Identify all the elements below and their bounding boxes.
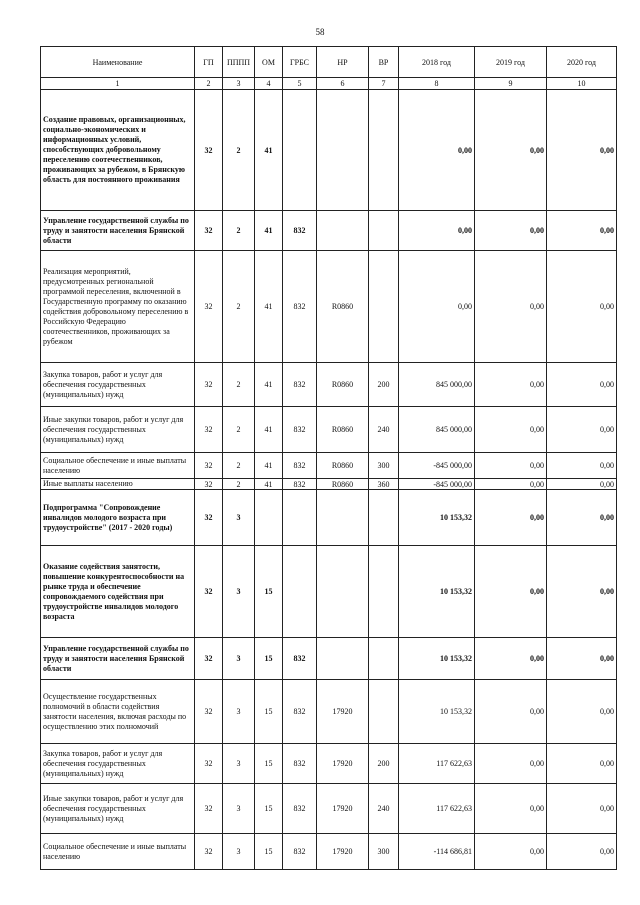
cell-vr xyxy=(369,680,399,744)
cell-vr: 200 xyxy=(369,363,399,407)
cell-vr xyxy=(369,90,399,211)
header-grbs: ГРБС xyxy=(283,47,317,78)
cell-om: 41 xyxy=(255,90,283,211)
cell-pppp: 2 xyxy=(223,363,255,407)
cell-nr: 17920 xyxy=(317,784,369,834)
cell-vr: 300 xyxy=(369,453,399,479)
row-name: Социальное обеспечение и иные выплаты населению xyxy=(41,834,195,870)
cell-2020: 0,00 xyxy=(547,251,617,363)
header-row xyxy=(41,47,617,78)
cell-2019: 0,00 xyxy=(475,490,547,546)
cell-grbs: 832 xyxy=(283,638,317,680)
cell-nr: R0860 xyxy=(317,453,369,479)
header-2020: 2020 год xyxy=(547,47,617,78)
cell-pppp: 2 xyxy=(223,407,255,453)
row-name: Закупка товаров, работ и услуг для обеспечения государственных (муниципальных) нужд xyxy=(41,744,195,784)
header-vr: ВР xyxy=(369,47,399,78)
cell-grbs: 832 xyxy=(283,363,317,407)
cell-2018: 10 153,32 xyxy=(399,680,475,744)
table-row xyxy=(41,834,617,870)
header-name: Наименование xyxy=(41,47,195,78)
cell-gp: 32 xyxy=(195,680,223,744)
cell-2018: 0,00 xyxy=(399,90,475,211)
cell-om: 15 xyxy=(255,784,283,834)
cell-nr: R0860 xyxy=(317,363,369,407)
header-2019: 2019 год xyxy=(475,47,547,78)
cell-om: 41 xyxy=(255,479,283,490)
cell-grbs xyxy=(283,490,317,546)
table-row xyxy=(41,90,617,211)
cell-gp: 32 xyxy=(195,211,223,251)
cell-2019: 0,00 xyxy=(475,638,547,680)
cell-2019: 0,00 xyxy=(475,251,547,363)
cell-2019: 0,00 xyxy=(475,211,547,251)
column-number: 1 xyxy=(41,78,195,90)
cell-nr xyxy=(317,638,369,680)
cell-2020: 0,00 xyxy=(547,638,617,680)
table-row xyxy=(41,784,617,834)
cell-gp: 32 xyxy=(195,784,223,834)
cell-om: 41 xyxy=(255,407,283,453)
table-row xyxy=(41,546,617,638)
cell-gp: 32 xyxy=(195,251,223,363)
cell-2020: 0,00 xyxy=(547,680,617,744)
row-name: Иные закупки товаров, работ и услуг для обеспечения государственных (муниципальных) нужд xyxy=(41,784,195,834)
cell-2020: 0,00 xyxy=(547,834,617,870)
cell-nr: R0860 xyxy=(317,479,369,490)
column-number: 8 xyxy=(399,78,475,90)
cell-2020: 0,00 xyxy=(547,744,617,784)
header-nr: НР xyxy=(317,47,369,78)
cell-om: 41 xyxy=(255,251,283,363)
column-number: 5 xyxy=(283,78,317,90)
budget-table xyxy=(40,46,617,870)
cell-pppp: 2 xyxy=(223,453,255,479)
cell-vr: 300 xyxy=(369,834,399,870)
header-gp: ГП xyxy=(195,47,223,78)
cell-gp: 32 xyxy=(195,546,223,638)
cell-2018: -845 000,00 xyxy=(399,453,475,479)
cell-nr: 17920 xyxy=(317,744,369,784)
cell-vr xyxy=(369,211,399,251)
column-number: 4 xyxy=(255,78,283,90)
cell-gp: 32 xyxy=(195,90,223,211)
cell-nr: R0860 xyxy=(317,251,369,363)
cell-grbs: 832 xyxy=(283,834,317,870)
cell-grbs: 832 xyxy=(283,453,317,479)
table-row xyxy=(41,251,617,363)
cell-nr: R0860 xyxy=(317,407,369,453)
cell-grbs: 832 xyxy=(283,211,317,251)
cell-2019: 0,00 xyxy=(475,680,547,744)
cell-grbs: 832 xyxy=(283,784,317,834)
header-2018: 2018 год xyxy=(399,47,475,78)
cell-2019: 0,00 xyxy=(475,453,547,479)
cell-nr: 17920 xyxy=(317,680,369,744)
cell-2020: 0,00 xyxy=(547,453,617,479)
cell-vr: 360 xyxy=(369,479,399,490)
cell-gp: 32 xyxy=(195,490,223,546)
cell-nr xyxy=(317,90,369,211)
row-name: Осуществление государственных полномочий в области содействия занятости населения, включая расходы по осуществлению этих полномочий xyxy=(41,680,195,744)
cell-pppp: 3 xyxy=(223,834,255,870)
cell-2018: 845 000,00 xyxy=(399,363,475,407)
cell-2019: 0,00 xyxy=(475,479,547,490)
row-name: Создание правовых, организационных, социально-экономических и информационных условий, способствующих добровольному переселению соотечественников, проживающих за рубежом, в Брянскую область для постоянного проживания xyxy=(41,90,195,211)
cell-om xyxy=(255,490,283,546)
cell-pppp: 3 xyxy=(223,784,255,834)
cell-2018: -845 000,00 xyxy=(399,479,475,490)
cell-2018: 845 000,00 xyxy=(399,407,475,453)
cell-vr: 240 xyxy=(369,784,399,834)
table-row xyxy=(41,453,617,479)
cell-grbs: 832 xyxy=(283,744,317,784)
cell-nr xyxy=(317,546,369,638)
cell-pppp: 2 xyxy=(223,211,255,251)
cell-2018: 10 153,32 xyxy=(399,546,475,638)
cell-pppp: 2 xyxy=(223,90,255,211)
cell-gp: 32 xyxy=(195,479,223,490)
row-name: Оказание содействия занятости, повышение конкурентоспособности на рынке труда и обеспечение сопровождаемого содействия при трудоустройстве инвалидов молодого возраста xyxy=(41,546,195,638)
table-row xyxy=(41,407,617,453)
cell-om: 15 xyxy=(255,744,283,784)
cell-2018: 0,00 xyxy=(399,211,475,251)
cell-vr: 200 xyxy=(369,744,399,784)
cell-pppp: 3 xyxy=(223,680,255,744)
cell-nr xyxy=(317,490,369,546)
cell-vr xyxy=(369,490,399,546)
cell-2020: 0,00 xyxy=(547,784,617,834)
row-name: Социальное обеспечение и иные выплаты населению xyxy=(41,453,195,479)
cell-om: 15 xyxy=(255,834,283,870)
table-row xyxy=(41,744,617,784)
column-number: 10 xyxy=(547,78,617,90)
cell-2020: 0,00 xyxy=(547,407,617,453)
table-row xyxy=(41,479,617,490)
cell-2018: 117 622,63 xyxy=(399,784,475,834)
cell-2019: 0,00 xyxy=(475,90,547,211)
column-number: 2 xyxy=(195,78,223,90)
cell-2018: 10 153,32 xyxy=(399,490,475,546)
cell-2019: 0,00 xyxy=(475,744,547,784)
cell-vr: 240 xyxy=(369,407,399,453)
cell-om: 15 xyxy=(255,638,283,680)
column-number: 7 xyxy=(369,78,399,90)
cell-2018: -114 686,81 xyxy=(399,834,475,870)
row-name: Иные выплаты населению xyxy=(41,479,195,490)
cell-pppp: 3 xyxy=(223,546,255,638)
cell-2019: 0,00 xyxy=(475,784,547,834)
cell-om: 41 xyxy=(255,363,283,407)
column-number-row xyxy=(41,78,617,90)
row-name: Подпрограмма "Сопровождение инвалидов молодого возраста при трудоустройстве" (2017 - 2020 годы) xyxy=(41,490,195,546)
cell-nr xyxy=(317,211,369,251)
cell-pppp: 3 xyxy=(223,638,255,680)
cell-gp: 32 xyxy=(195,744,223,784)
cell-vr xyxy=(369,251,399,363)
cell-grbs xyxy=(283,90,317,211)
cell-om: 15 xyxy=(255,680,283,744)
cell-gp: 32 xyxy=(195,638,223,680)
cell-grbs: 832 xyxy=(283,407,317,453)
cell-vr xyxy=(369,638,399,680)
cell-grbs: 832 xyxy=(283,251,317,363)
cell-2020: 0,00 xyxy=(547,363,617,407)
cell-2018: 117 622,63 xyxy=(399,744,475,784)
table-row xyxy=(41,680,617,744)
table-row xyxy=(41,490,617,546)
column-number: 3 xyxy=(223,78,255,90)
column-number: 6 xyxy=(317,78,369,90)
cell-2018: 10 153,32 xyxy=(399,638,475,680)
header-pppp: ПППП xyxy=(223,47,255,78)
cell-grbs: 832 xyxy=(283,479,317,490)
cell-2019: 0,00 xyxy=(475,363,547,407)
page-number: 58 xyxy=(315,27,325,37)
cell-2020: 0,00 xyxy=(547,211,617,251)
cell-pppp: 3 xyxy=(223,490,255,546)
cell-nr: 17920 xyxy=(317,834,369,870)
cell-gp: 32 xyxy=(195,363,223,407)
table-row xyxy=(41,363,617,407)
cell-om: 15 xyxy=(255,546,283,638)
cell-2020: 0,00 xyxy=(547,479,617,490)
cell-2018: 0,00 xyxy=(399,251,475,363)
cell-gp: 32 xyxy=(195,834,223,870)
header-om: ОМ xyxy=(255,47,283,78)
row-name: Управление государственной службы по труду и занятости населения Брянской области xyxy=(41,638,195,680)
row-name: Иные закупки товаров, работ и услуг для обеспечения государственных (муниципальных) нужд xyxy=(41,407,195,453)
cell-gp: 32 xyxy=(195,453,223,479)
cell-grbs: 832 xyxy=(283,680,317,744)
cell-grbs xyxy=(283,546,317,638)
cell-vr xyxy=(369,546,399,638)
cell-om: 41 xyxy=(255,453,283,479)
cell-2020: 0,00 xyxy=(547,546,617,638)
column-number: 9 xyxy=(475,78,547,90)
cell-pppp: 3 xyxy=(223,744,255,784)
cell-gp: 32 xyxy=(195,407,223,453)
row-name: Управление государственной службы по труду и занятости населения Брянской области xyxy=(41,211,195,251)
cell-om: 41 xyxy=(255,211,283,251)
row-name: Закупка товаров, работ и услуг для обеспечения государственных (муниципальных) нужд xyxy=(41,363,195,407)
cell-pppp: 2 xyxy=(223,479,255,490)
cell-2020: 0,00 xyxy=(547,90,617,211)
row-name: Реализация мероприятий, предусмотренных региональной программой переселения, включенной в Государственную программу по оказанию содействия добровольному переселению в Российскую Федерацию соотечественников, проживающих за рубежом xyxy=(41,251,195,363)
cell-2019: 0,00 xyxy=(475,834,547,870)
cell-2019: 0,00 xyxy=(475,546,547,638)
cell-2020: 0,00 xyxy=(547,490,617,546)
cell-pppp: 2 xyxy=(223,251,255,363)
cell-2019: 0,00 xyxy=(475,407,547,453)
table-row xyxy=(41,211,617,251)
table-row xyxy=(41,638,617,680)
